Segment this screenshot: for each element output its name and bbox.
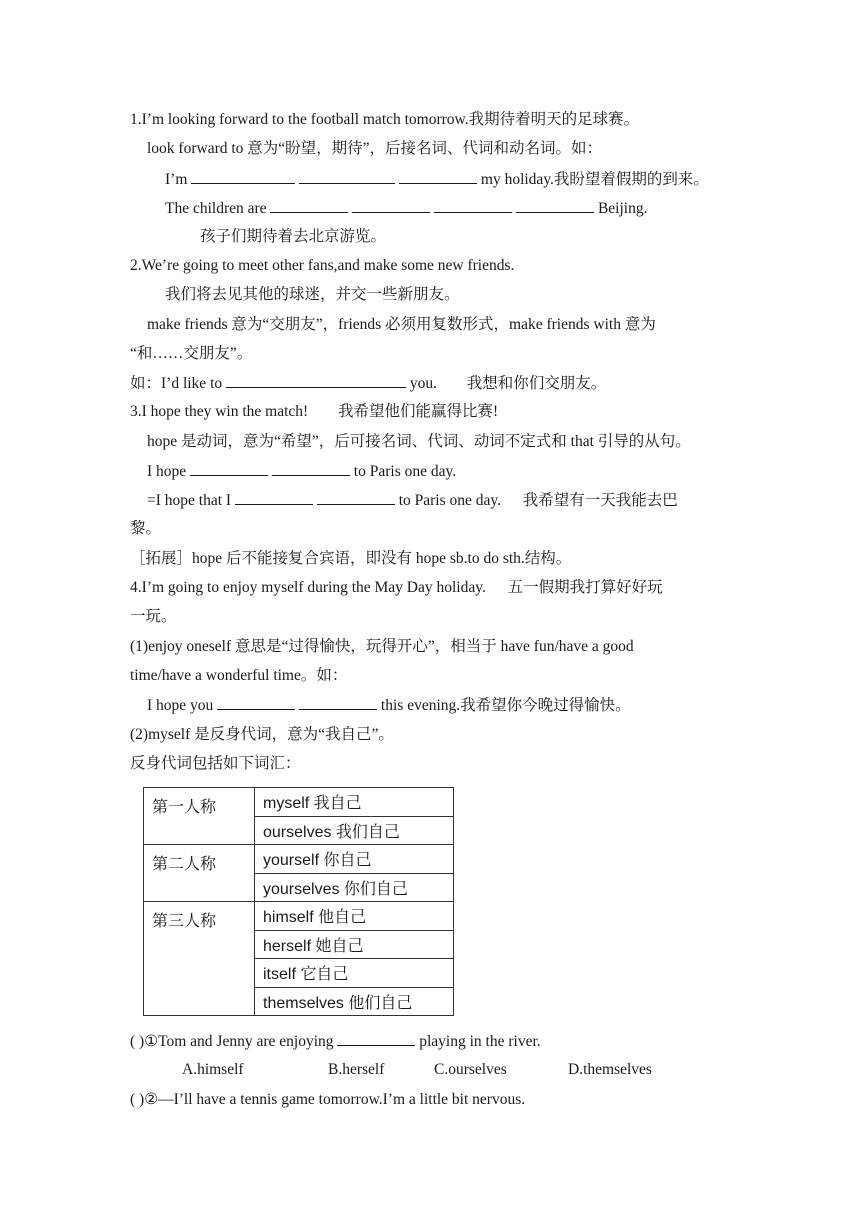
- exercise-2: [130, 1090, 525, 1110]
- answer-blank[interactable]: [352, 198, 430, 213]
- pronoun-cell: myself 我自己: [255, 788, 454, 817]
- answer-blank[interactable]: [226, 373, 406, 388]
- item4-ex-end: this evening.我希望你今晚过得愉快。: [380, 697, 631, 714]
- person-cell: 第一人称: [144, 788, 255, 845]
- item4-example: [147, 695, 631, 716]
- item4-ex-start: I hope you: [147, 697, 214, 714]
- person-cell: 第三人称: [144, 902, 255, 1016]
- item3-ex2-translation: 我希望有一天我能去巴: [522, 492, 678, 509]
- table-row: [144, 788, 454, 817]
- answer-blank[interactable]: [399, 169, 477, 184]
- answer-blank[interactable]: [337, 1031, 415, 1046]
- item1-ex1-end: my holiday.我盼望着假期的到来。: [480, 171, 709, 188]
- item3-example2: [147, 490, 678, 511]
- answer-blank[interactable]: [272, 461, 350, 476]
- option-b[interactable]: B.herself: [328, 1061, 385, 1078]
- answer-blank[interactable]: [217, 695, 295, 710]
- item4-sentence: 4.I’m going to enjoy myself during the May Day holiday.: [130, 579, 486, 596]
- pronoun-cell: himself 他自己: [255, 902, 454, 931]
- item2-translation: 我们将去见其他的球迷，并交一些新朋友。: [165, 286, 460, 303]
- item4-translation: 五一假期我打算好好玩: [507, 579, 663, 596]
- item4-sub1-line2: time/have a wonderful time。如：: [130, 667, 348, 684]
- item3-ex2-start: =I hope that I: [147, 492, 232, 509]
- item2-ex-start: 如：I’d like to: [130, 375, 223, 392]
- item3-ex2-translation-cont: 黎。: [130, 520, 162, 537]
- option-d[interactable]: D.themselves: [568, 1061, 652, 1078]
- answer-paren[interactable]: ( ): [130, 1033, 145, 1050]
- item3-line: [130, 402, 498, 422]
- pronoun-cell: ourselves 我们自己: [255, 816, 454, 845]
- exercise-1: [130, 1031, 541, 1052]
- pronoun-cell: yourself 你自己: [255, 845, 454, 874]
- person-cell: 第二人称: [144, 845, 255, 902]
- option-c[interactable]: C.ourselves: [434, 1061, 507, 1078]
- table-row: [144, 845, 454, 874]
- item1-ex2-end: Beijing.: [597, 200, 648, 217]
- item1-example1: [165, 169, 709, 190]
- item1-ex2-start: The children are: [165, 200, 267, 217]
- item3-sentence: 3.I hope they win the match!: [130, 403, 309, 420]
- answer-paren[interactable]: ( ): [130, 1091, 145, 1108]
- item3-ex1-start: I hope: [147, 463, 187, 480]
- exercise-1-end: playing in the river.: [419, 1033, 541, 1050]
- answer-blank[interactable]: [434, 198, 512, 213]
- item2-note-line1: make friends 意为“交朋友”，friends 必须用复数形式，make friends with 意为: [147, 316, 656, 333]
- item2-note-line2: “和……交朋友”。: [130, 345, 253, 362]
- item3-ex1-end: to Paris one day.: [353, 463, 457, 480]
- answer-blank[interactable]: [270, 198, 348, 213]
- item2-ex-end: you.: [409, 375, 437, 392]
- item2-example: [130, 373, 606, 394]
- item4-sub2: (2)myself 是反身代词，意为“我自己”。: [130, 726, 394, 743]
- exercise-2-text: ②—I’ll have a tennis game tomorrow.I’m a little bit nervous.: [144, 1091, 526, 1108]
- item3-ex2-end: to Paris one day.: [398, 492, 501, 509]
- pronoun-cell: itself 它自己: [255, 959, 454, 988]
- item1-note: look forward to 意为“盼望，期待”，后接名词、代词和动名词。如：: [147, 140, 603, 157]
- table-row: [144, 902, 454, 931]
- answer-blank[interactable]: [317, 490, 395, 505]
- item3-note: hope 是动词，意为“希望”，后可接名词、代词、动词不定式和 that 引导的从句。: [147, 433, 691, 450]
- item1-ex2-translation: 孩子们期待着去北京游览。: [200, 228, 387, 245]
- item4-translation-cont: 一玩。: [130, 608, 177, 625]
- answer-blank[interactable]: [299, 695, 377, 710]
- exercise-1-start: ①Tom and Jenny are enjoying: [144, 1033, 334, 1050]
- item1-sentence: 1.I’m looking forward to the football match tomorrow.我期待着明天的足球赛。: [130, 111, 640, 128]
- item3-translation: 我希望他们能赢得比赛!: [337, 403, 499, 420]
- answer-blank[interactable]: [190, 461, 268, 476]
- pronoun-cell: themselves 他们自己: [255, 987, 454, 1016]
- item3-extension: ［拓展］hope 后不能接复合宾语，即没有 hope sb.to do sth.结构。: [130, 550, 572, 567]
- pronoun-cell: yourselves 你们自己: [255, 873, 454, 902]
- answer-blank[interactable]: [235, 490, 313, 505]
- answer-blank[interactable]: [516, 198, 594, 213]
- item1-example2: [165, 198, 647, 219]
- item2-sentence: 2.We’re going to meet other fans,and make some new friends.: [130, 257, 515, 274]
- answer-blank[interactable]: [299, 169, 395, 184]
- pronoun-cell: herself 她自己: [255, 930, 454, 959]
- item2-ex-translation: 我想和你们交朋友。: [466, 375, 607, 392]
- item4-sub1-line1: (1)enjoy oneself 意思是“过得愉快，玩得开心”，相当于 have fun/have a good: [130, 638, 634, 655]
- item4-line: [130, 578, 663, 598]
- item4-table-intro: 反身代词包括如下词汇：: [130, 755, 301, 772]
- item1-ex1-start: I’m: [165, 171, 188, 188]
- item3-example1: [147, 461, 456, 482]
- option-a[interactable]: A.himself: [182, 1061, 244, 1078]
- answer-blank[interactable]: [191, 169, 295, 184]
- reflexive-pronoun-table: [143, 787, 454, 1016]
